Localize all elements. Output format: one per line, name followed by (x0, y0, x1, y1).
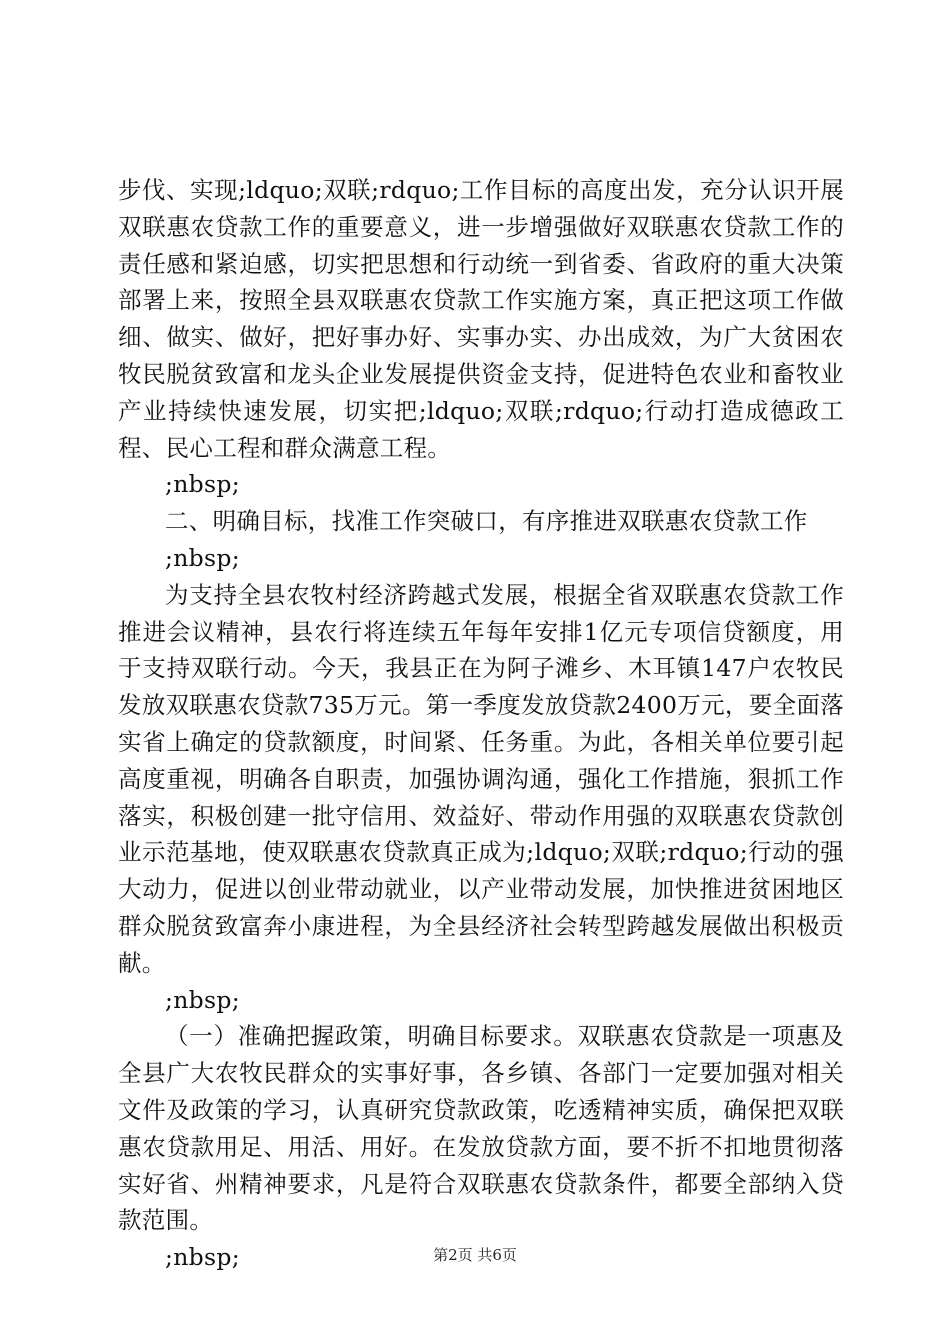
paragraph-body: 为支持全县农牧村经济跨越式发展，根据全省双联惠农贷款工作推进会议精神，县农行将连续五年每年安排1亿元专项信贷额度，用于支持双联行动。今天，我县正在为阿子滩乡、木耳镇147户农牧民发放双联惠农贷款735万元。第一季度发放贷款2400万元，要全面落实省上确定的贷款额度，时间紧、任务重。为此，各相关单位要引起高度重视，明确各自职责，加强协调沟通，强化工作措施，狠抓工作落实，积极创建一批守信用、效益好、带动作用强的双联惠农贷款创业示范基地，使双联惠农贷款真正成为;ldquo;双联;rdquo;行动的强大动力，促进以创业带动就业，以产业带动发展，加快推进贫困地区群众脱贫致富奔小康进程，为全县经济社会转型跨越发展做出积极贡献。 (118, 580, 844, 977)
paragraph-continuation: 步伐、实现;ldquo;双联;rdquo;工作目标的高度出发，充分认识开展双联惠农贷款工作的重要意义，进一步增强做好双联惠农贷款工作的责任感和紧迫感，切实把思想和行动统一到省委、省政府的重大决策部署上来，按照全县双联惠农贷款工作实施方案，真正把这项工作做细、做实、做好，把好事办好、实事办实、办出成效，为广大贫困农牧民脱贫致富和龙头企业发展提供资金支持，促进特色农业和畜牧业产业持续快速发展，切实把;ldquo;双联;rdquo;行动打造成德政工程、民心工程和群众满意工程。 (118, 176, 844, 462)
section-heading: 二、明确目标，找准工作突破口，有序推进双联惠农贷款工作 (165, 507, 808, 536)
paragraph-spacer: ;nbsp; (165, 470, 240, 499)
paragraph-spacer: ;nbsp; (165, 543, 240, 572)
document-body (118, 172, 844, 1276)
paragraph-spacer: ;nbsp; (165, 1243, 240, 1272)
paragraph-body: （一）准确把握政策，明确目标要求。双联惠农贷款是一项惠及全县广大农牧民群众的实事好事，各乡镇、各部门一定要加强对相关文件及政策的学习，认真研究贷款政策，吃透精神实质，确保把双联惠农贷款用足、用活、用好。在发放贷款方面，要不折不扣地贯彻落实好省、州精神要求，凡是符合双联惠农贷款条件，都要全部纳入贷款范围。 (118, 1022, 844, 1235)
paragraph-spacer: ;nbsp; (165, 985, 240, 1014)
page-number-footer: 第2页 共6页 (433, 1246, 517, 1264)
